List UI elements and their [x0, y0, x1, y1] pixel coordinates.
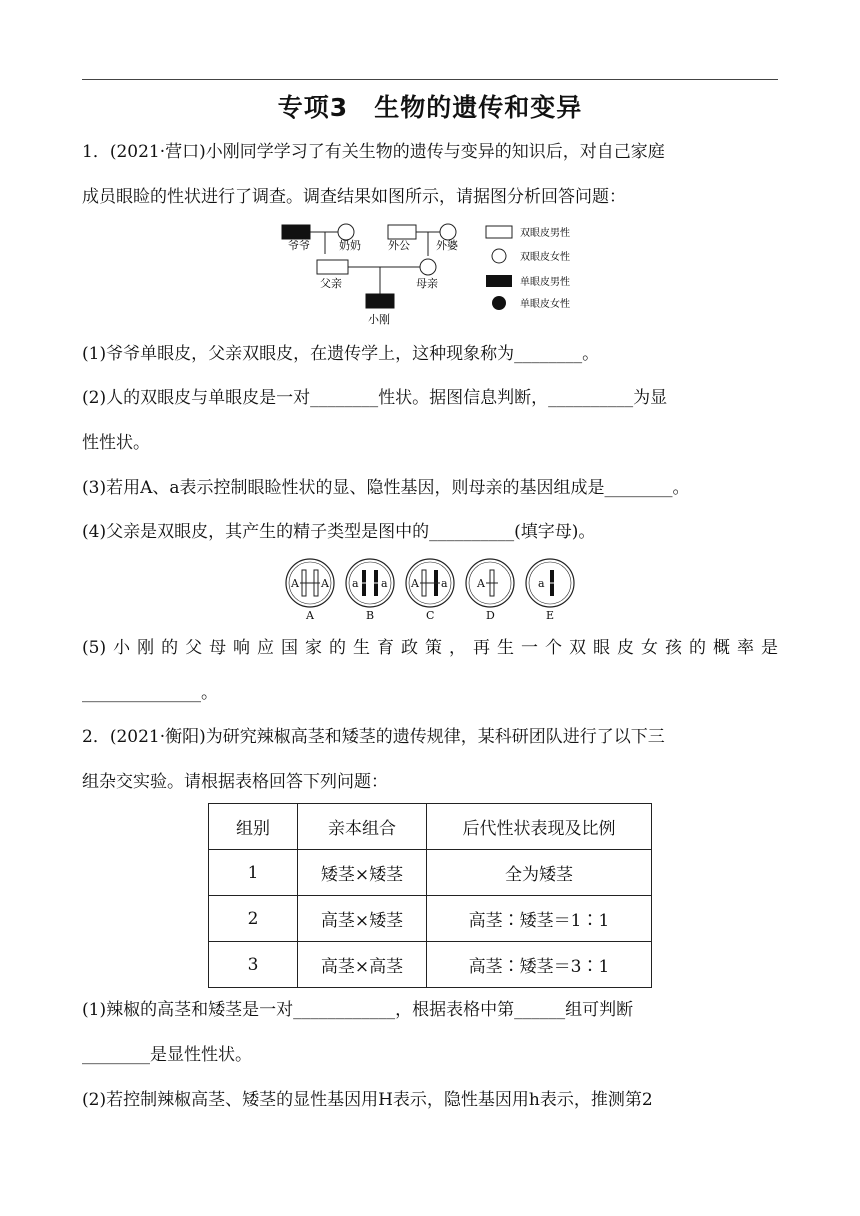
cell-letter-b: B	[366, 609, 375, 622]
table-header-cell: 后代性状表现及比例	[427, 804, 652, 850]
cell-d-gene: A	[477, 577, 485, 590]
mother-symbol	[420, 259, 436, 275]
q1-sub1: (1)爷爷单眼皮，父亲双眼皮，在遗传学上，这种现象称为________。	[82, 344, 600, 364]
legend-double-male-symbol	[486, 226, 512, 238]
label-maternal-grandma: 外婆	[436, 239, 458, 252]
table-cell: 3	[209, 942, 298, 988]
cross-results-table	[208, 803, 652, 988]
cell-letter-d: D	[486, 609, 495, 622]
table-cell: 高茎∶矮茎＝3∶1	[427, 942, 652, 988]
table-header-cell: 组别	[209, 804, 298, 850]
table-header-row	[209, 804, 652, 850]
q2-sub1-line1: (1)辣椒的高茎和矮茎是一对____________，根据表格中第______组可判断	[82, 1000, 634, 1020]
q1-stem-line1: 1．(2021·营口)小刚同学学习了有关生物的遗传与变异的知识后，对自己家庭	[82, 142, 665, 162]
q1-stem-line2: 成员眼睑的性状进行了调查。调查结果如图所示，请据图分析回答问题：	[82, 187, 626, 207]
q1-sub4: (4)父亲是双眼皮，其产生的精子类型是图中的__________(填字母)。	[82, 522, 596, 542]
header-rule	[82, 79, 778, 80]
cell-c-gene-1: A	[411, 577, 419, 590]
father-symbol	[317, 260, 348, 274]
label-maternal-grandpa: 外公	[388, 239, 410, 252]
cell-c-gene-2: a	[441, 577, 448, 590]
cell-a-gene-1: A	[291, 577, 299, 590]
q1-sub5-line2: ______________。	[82, 683, 218, 703]
q1-sub2-line2: 性性状。	[82, 433, 150, 453]
cell-a-gene-2: A	[321, 577, 329, 590]
xiaogang-symbol	[366, 294, 394, 308]
q1-sub2-line1: (2)人的双眼皮与单眼皮是一对________性状。据图信息判断，__________为显	[82, 388, 668, 408]
table-cell: 高茎×矮茎	[298, 896, 427, 942]
label-grandpa: 爷爷	[288, 239, 310, 252]
table-cell: 矮茎×矮茎	[298, 850, 427, 896]
cell-diagram	[280, 556, 580, 624]
table-row	[209, 896, 652, 942]
label-mother: 母亲	[416, 277, 438, 290]
q2-sub1-line2: ________是显性性状。	[82, 1045, 252, 1065]
table-cell: 全为矮茎	[427, 850, 652, 896]
q1-sub5-line1: (5)小刚的父母响应国家的生育政策，再生一个双眼皮女孩的概率是	[82, 638, 778, 658]
cell-letter-c: C	[426, 609, 435, 622]
cell-e-gene: a	[538, 577, 545, 590]
table-row	[209, 850, 652, 896]
label-father: 父亲	[320, 277, 342, 290]
label-grandma: 奶奶	[339, 239, 361, 252]
legend-double-male: 双眼皮男性	[520, 228, 570, 239]
legend-single-male-symbol	[486, 275, 512, 287]
legend-single-female: 单眼皮女性	[520, 299, 570, 310]
q1-sub3: (3)若用A、a表示控制眼睑性状的显、隐性基因，则母亲的基因组成是________。	[82, 478, 690, 498]
cell-letter-e: E	[546, 609, 555, 622]
table-cell: 2	[209, 896, 298, 942]
table-cell: 高茎∶矮茎＝1∶1	[427, 896, 652, 942]
table-row	[209, 942, 652, 988]
table-cell: 1	[209, 850, 298, 896]
legend-single-female-symbol	[492, 296, 506, 310]
legend-double-female-symbol	[492, 249, 506, 263]
cell-b-gene-2: a	[381, 577, 388, 590]
legend-double-female: 双眼皮女性	[520, 252, 570, 263]
cell-b-gene-1: a	[352, 577, 359, 590]
maternal-grandma-symbol	[440, 224, 456, 240]
legend-single-male: 单眼皮男性	[520, 277, 570, 288]
pedigree-diagram	[280, 218, 600, 330]
q2-stem-line2: 组杂交实验。请根据表格回答下列问题：	[82, 772, 388, 792]
table-header-cell: 亲本组合	[298, 804, 427, 850]
grandpa-symbol	[282, 225, 310, 239]
cell-letter-a: A	[306, 609, 314, 622]
q2-sub2-line1: (2)若控制辣椒高茎、矮茎的显性基因用H表示，隐性基因用h表示，推测第2	[82, 1090, 653, 1110]
q2-stem-line1: 2．(2021·衡阳)为研究辣椒高茎和矮茎的遗传规律，某科研团队进行了以下三	[82, 727, 665, 747]
maternal-grandpa-symbol	[388, 225, 416, 239]
grandma-symbol	[338, 224, 354, 240]
table-cell: 高茎×高茎	[298, 942, 427, 988]
label-xiaogang: 小刚	[368, 313, 390, 326]
page-title: 专项3 生物的遗传和变异	[277, 93, 583, 122]
